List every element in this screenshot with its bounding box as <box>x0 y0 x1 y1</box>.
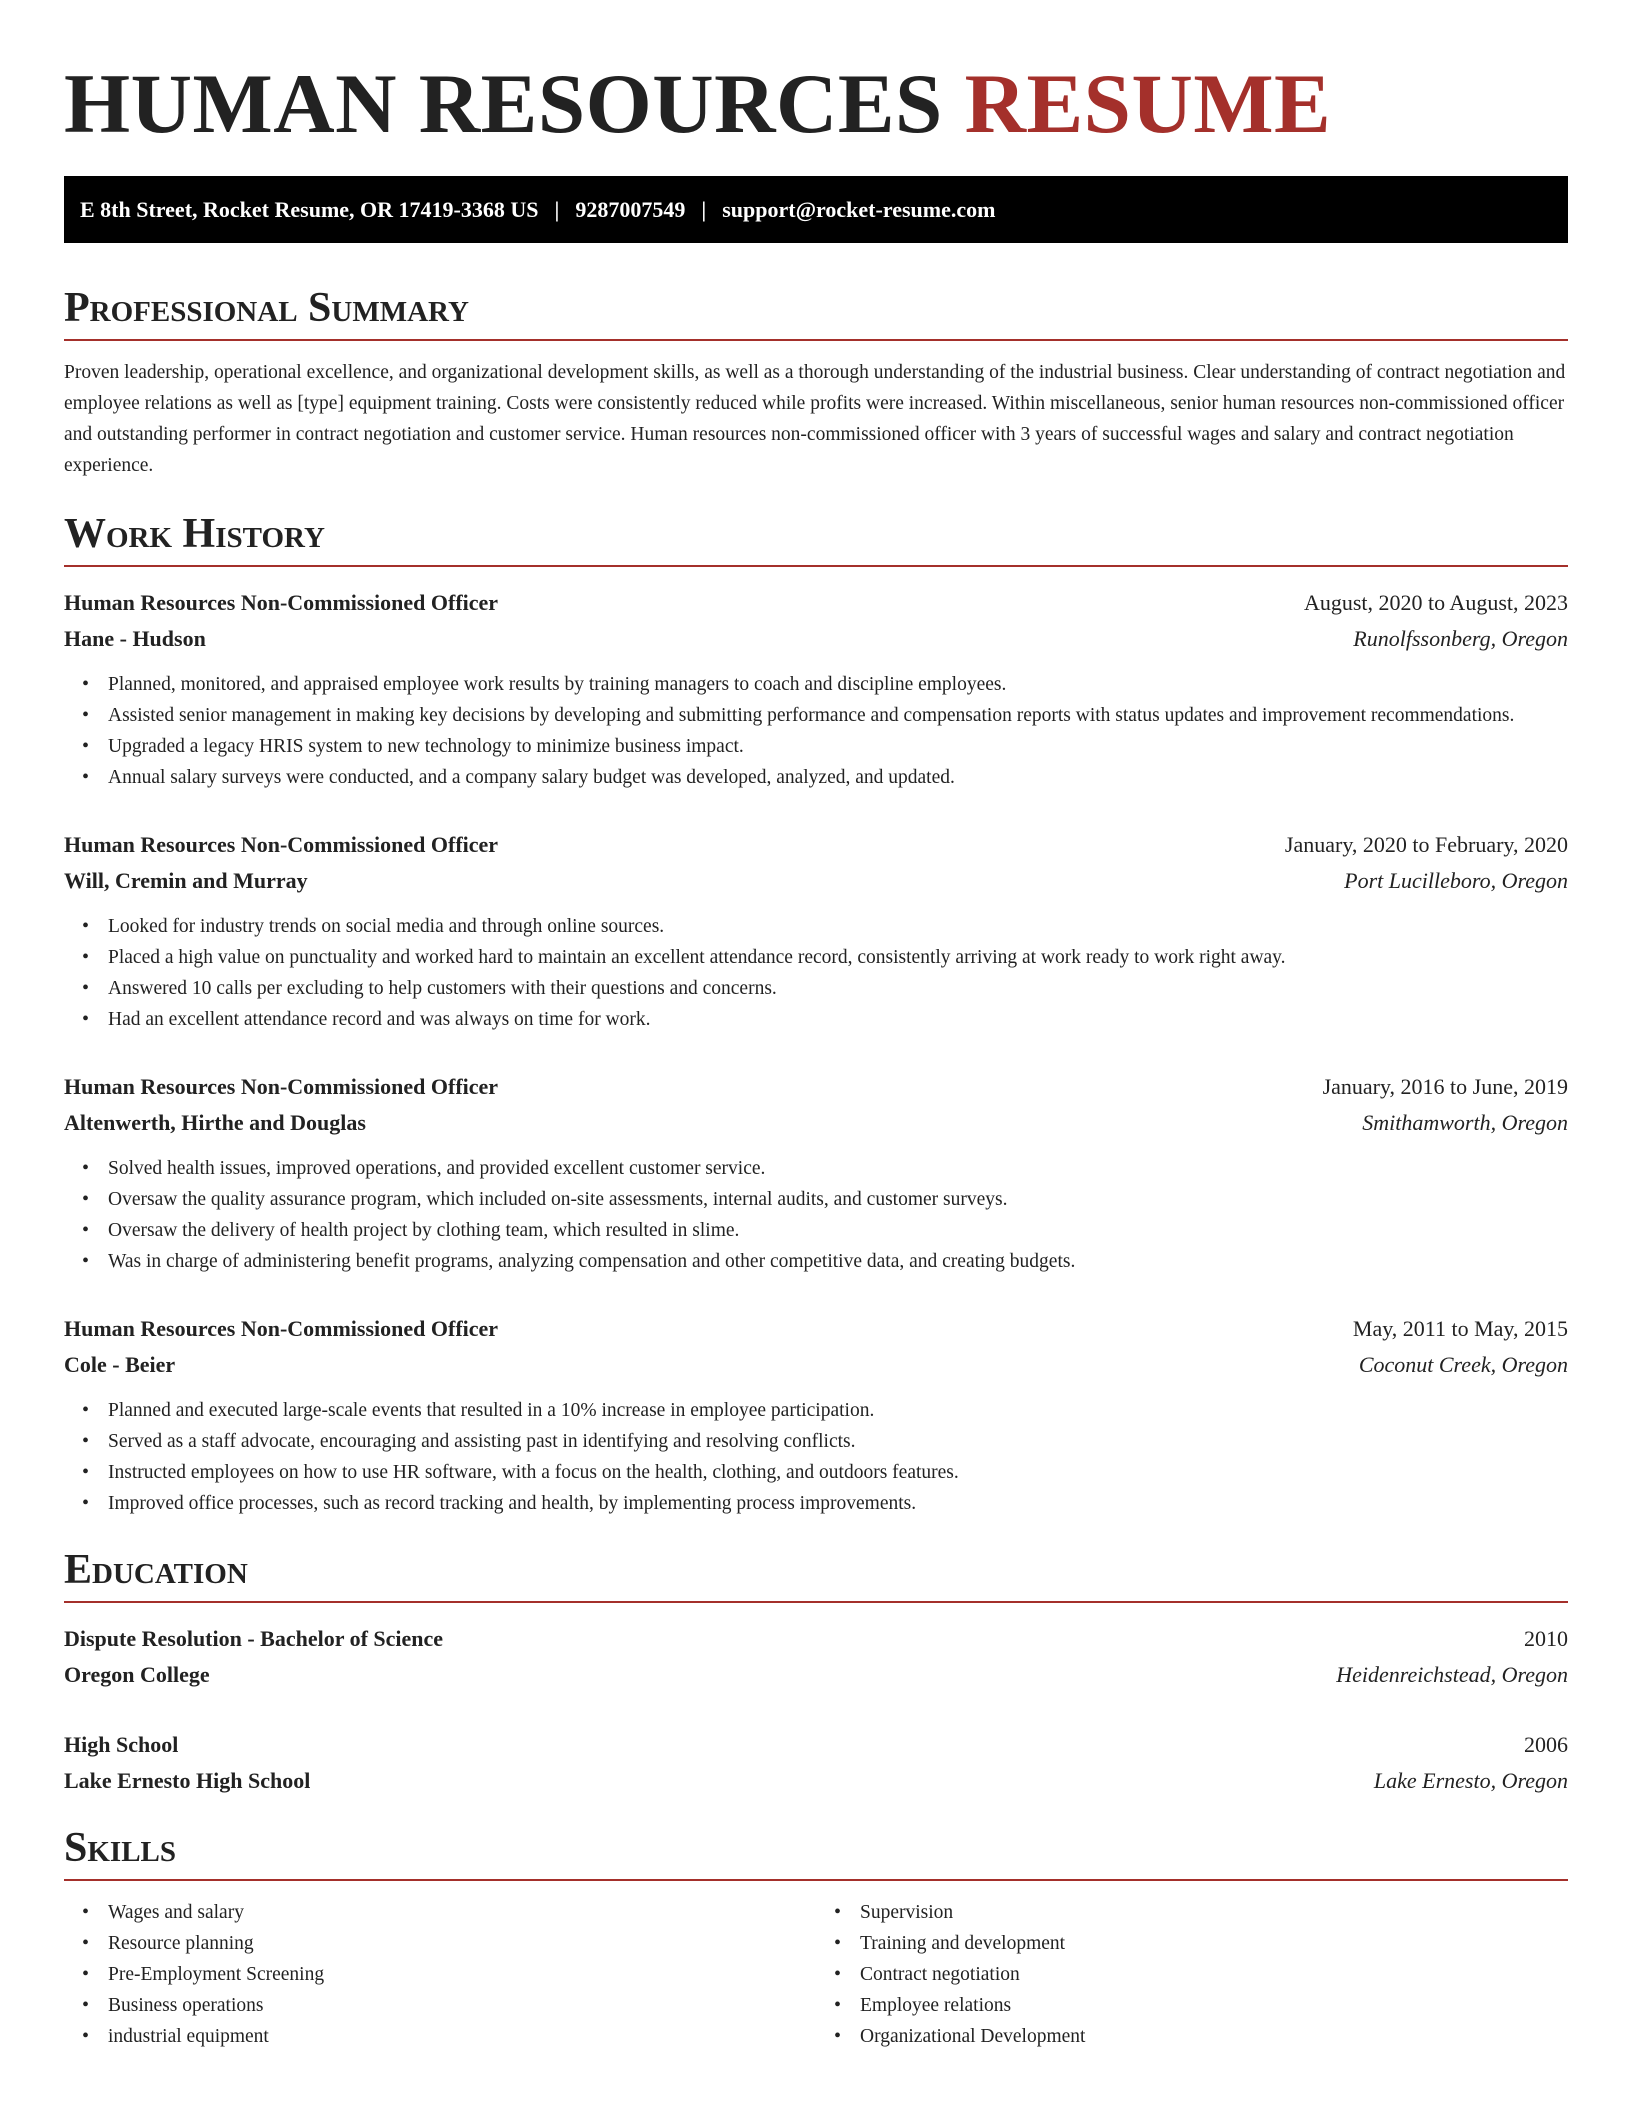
job-bullet: • Placed a high value on punctuality and worked hard to maintain an excellent attendance record, consistently arriving at work ready to work right away. <box>108 942 1568 973</box>
job-title-row <box>64 585 1568 621</box>
skill-item: • Organizational Development <box>860 2021 1568 2052</box>
job-bullets <box>64 1153 1568 1277</box>
job-bullet: • Was in charge of administering benefit programs, analyzing compensation and other competitive data, and creating budgets. <box>108 1246 1568 1277</box>
contact-email: support@rocket-resume.com <box>722 196 996 222</box>
skill-item: • Pre-Employment Screening <box>108 1959 816 1990</box>
job-bullet: • Oversaw the delivery of health project by clothing team, which resulted in slime. <box>108 1215 1568 1246</box>
education-location: Heidenreichstead, Oregon <box>1336 1662 1568 1687</box>
job-bullet: • Annual salary surveys were conducted, and a company salary budget was developed, analyzed, and updated. <box>108 762 1568 793</box>
job-company: Will, Cremin and Murray <box>64 868 308 893</box>
education-section <box>64 1545 1568 1799</box>
education-heading: Education <box>64 1545 1568 1603</box>
skill-item: • Contract negotiation <box>860 1959 1568 1990</box>
job-company-row <box>64 621 1568 657</box>
work-history-section <box>64 509 1568 1519</box>
job-company: Cole - Beier <box>64 1352 176 1377</box>
education-entry <box>64 1621 1568 1693</box>
job-location: Coconut Creek, Oregon <box>1358 1352 1568 1377</box>
title-main: HUMAN RESOURCES <box>64 57 943 151</box>
job-bullet: • Answered 10 calls per excluding to help customers with their questions and concerns. <box>108 973 1568 1004</box>
education-school: Lake Ernesto High School <box>64 1768 311 1793</box>
skill-item: • Business operations <box>108 1990 816 2021</box>
job-location: Port Lucilleboro, Oregon <box>1344 868 1568 893</box>
job-entry <box>64 1069 1568 1277</box>
job-title: Human Resources Non-Commissioned Officer <box>64 1074 499 1099</box>
job-bullet: • Had an excellent attendance record and was always on time for work. <box>108 1004 1568 1035</box>
job-entry <box>64 585 1568 793</box>
job-title: Human Resources Non-Commissioned Officer <box>64 832 499 857</box>
job-bullet: • Upgraded a legacy HRIS system to new technology to minimize business impact. <box>108 731 1568 762</box>
job-bullet: • Improved office processes, such as record tracking and health, by implementing process improvements. <box>108 1488 1568 1519</box>
education-school: Oregon College <box>64 1662 210 1687</box>
summary-text: Proven leadership, operational excellence, and organizational development skills, as well as a thorough understanding of the industrial business. Clear understanding of contract negotiation and employee relations as well as [type] equipment training. Costs were consistently reduced while profits were increased. Within miscellaneous, senior human resources non-commissioned officer and outstanding performer in contract negotiation and customer service. Human resources non-commissioned officer with 3 years of successful wages and salary and contract negotiation experience. <box>64 362 1566 476</box>
job-dates: August, 2020 to August, 2023 <box>1303 590 1568 615</box>
skills-list-left <box>64 1897 816 2052</box>
job-bullet: • Planned and executed large-scale events that resulted in a 10% increase in employee participation. <box>108 1395 1568 1426</box>
job-title: Human Resources Non-Commissioned Officer <box>64 1316 499 1341</box>
education-school-row <box>64 1657 1568 1693</box>
job-company-row <box>64 1105 1568 1141</box>
resume-page <box>64 0 1568 2052</box>
summary-heading: Professional Summary <box>64 283 1568 341</box>
skill-item: • Employee relations <box>860 1990 1568 2021</box>
skills-list-right <box>816 1897 1568 2052</box>
skills-heading: Skills <box>64 1823 1568 1881</box>
skills-grid <box>64 1897 1568 2052</box>
skills-section <box>64 1823 1568 2052</box>
education-year: 2006 <box>1524 1732 1568 1757</box>
education-school-row <box>64 1763 1568 1799</box>
education-year: 2010 <box>1524 1626 1568 1651</box>
job-dates: January, 2016 to June, 2019 <box>1322 1074 1568 1099</box>
job-bullet: • Served as a staff advocate, encouraging and assisting past in identifying and resolving conflicts. <box>108 1426 1568 1457</box>
job-entry <box>64 827 1568 1035</box>
job-bullet: • Looked for industry trends on social media and through online sources. <box>108 911 1568 942</box>
contact-address: E 8th Street, Rocket Resume, OR 17419-3368 US <box>80 196 539 222</box>
job-bullets <box>64 911 1568 1035</box>
skill-item: • Training and development <box>860 1928 1568 1959</box>
job-company-row <box>64 1347 1568 1383</box>
job-bullet: • Planned, monitored, and appraised employee work results by training managers to coach and discipline employees. <box>108 669 1568 700</box>
skill-item: • Wages and salary <box>108 1897 816 1928</box>
education-entry <box>64 1727 1568 1799</box>
job-title-row <box>64 827 1568 863</box>
contact-bar <box>64 176 1568 243</box>
job-bullets <box>64 1395 1568 1519</box>
job-location: Smithamworth, Oregon <box>1362 1110 1568 1135</box>
job-entry <box>64 1311 1568 1519</box>
job-bullet: • Instructed employees on how to use HR software, with a focus on the health, clothing, and outdoors features. <box>108 1457 1568 1488</box>
skill-item: • Resource planning <box>108 1928 816 1959</box>
education-degree: High School <box>64 1732 179 1757</box>
skill-item: • industrial equipment <box>108 2021 816 2052</box>
job-bullet: • Oversaw the quality assurance program, which included on-site assessments, internal audits, and customer surveys. <box>108 1184 1568 1215</box>
education-degree: Dispute Resolution - Bachelor of Science <box>64 1626 444 1651</box>
job-title-row <box>64 1311 1568 1347</box>
summary-section <box>64 283 1568 481</box>
education-location: Lake Ernesto, Oregon <box>1373 1768 1568 1793</box>
job-location: Runolfssonberg, Oregon <box>1353 626 1568 651</box>
work-history-heading: Work History <box>64 509 1568 567</box>
job-bullet: • Assisted senior management in making key decisions by developing and submitting performance and compensation reports with status updates and improvement recommendations. <box>108 700 1568 731</box>
job-company: Altenwerth, Hirthe and Douglas <box>64 1110 366 1135</box>
resume-title <box>64 0 1568 152</box>
job-company-row <box>64 863 1568 899</box>
contact-phone: 9287007549 <box>575 196 686 222</box>
job-company: Hane - Hudson <box>64 626 206 651</box>
contact-separator: | <box>554 196 560 222</box>
contact-separator: | <box>701 196 707 222</box>
job-bullet: • Solved health issues, improved operations, and provided excellent customer service. <box>108 1153 1568 1184</box>
job-bullets <box>64 669 1568 793</box>
job-dates: January, 2020 to February, 2020 <box>1284 832 1568 857</box>
education-degree-row <box>64 1621 1568 1657</box>
job-title-row <box>64 1069 1568 1105</box>
job-dates: May, 2011 to May, 2015 <box>1352 1316 1568 1341</box>
education-degree-row <box>64 1727 1568 1763</box>
title-accent: RESUME <box>964 57 1332 151</box>
skill-item: • Supervision <box>860 1897 1568 1928</box>
job-title: Human Resources Non-Commissioned Officer <box>64 590 499 615</box>
